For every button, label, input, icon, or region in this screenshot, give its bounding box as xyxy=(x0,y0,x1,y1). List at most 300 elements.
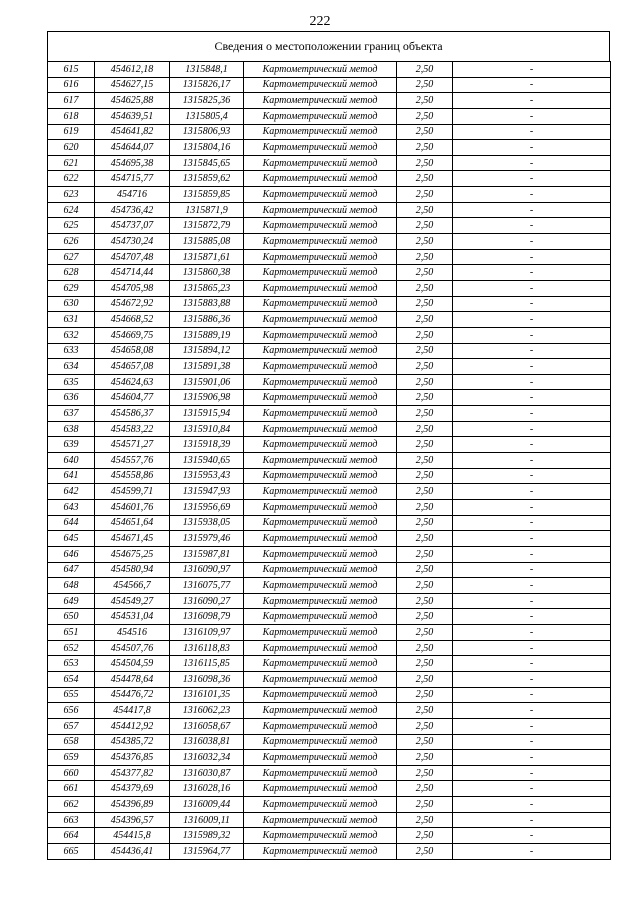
method-cell: Картометрический метод xyxy=(244,718,397,734)
point-number-cell: 663 xyxy=(48,812,95,828)
precision-cell: 2,50 xyxy=(397,453,453,469)
table-row xyxy=(48,62,611,78)
method-cell: Картометрический метод xyxy=(244,77,397,93)
y-coordinate-cell: 1315964,77 xyxy=(170,844,244,860)
point-number-cell: 617 xyxy=(48,93,95,109)
method-cell: Картометрический метод xyxy=(244,421,397,437)
y-coordinate-cell: 1316098,36 xyxy=(170,671,244,687)
point-number-cell: 641 xyxy=(48,468,95,484)
point-number-cell: 646 xyxy=(48,546,95,562)
description-cell: - xyxy=(453,578,611,594)
y-coordinate-cell: 1316009,44 xyxy=(170,797,244,813)
precision-cell: 2,50 xyxy=(397,62,453,78)
precision-cell: 2,50 xyxy=(397,640,453,656)
point-number-cell: 627 xyxy=(48,249,95,265)
table-row xyxy=(48,734,611,750)
point-number-cell: 628 xyxy=(48,265,95,281)
point-number-cell: 645 xyxy=(48,531,95,547)
method-cell: Картометрический метод xyxy=(244,155,397,171)
table-row xyxy=(48,108,611,124)
table-row xyxy=(48,343,611,359)
point-number-cell: 647 xyxy=(48,562,95,578)
precision-cell: 2,50 xyxy=(397,218,453,234)
x-coordinate-cell: 454639,51 xyxy=(95,108,170,124)
description-cell: - xyxy=(453,77,611,93)
point-number-cell: 630 xyxy=(48,296,95,312)
method-cell: Картометрический метод xyxy=(244,468,397,484)
precision-cell: 2,50 xyxy=(397,844,453,860)
point-number-cell: 661 xyxy=(48,781,95,797)
method-cell: Картометрический метод xyxy=(244,687,397,703)
precision-cell: 2,50 xyxy=(397,296,453,312)
x-coordinate-cell: 454668,52 xyxy=(95,312,170,328)
table-row xyxy=(48,687,611,703)
precision-cell: 2,50 xyxy=(397,312,453,328)
table-row xyxy=(48,484,611,500)
table-row xyxy=(48,359,611,375)
y-coordinate-cell: 1315979,46 xyxy=(170,531,244,547)
precision-cell: 2,50 xyxy=(397,390,453,406)
method-cell: Картометрический метод xyxy=(244,844,397,860)
precision-cell: 2,50 xyxy=(397,499,453,515)
precision-cell: 2,50 xyxy=(397,265,453,281)
table-row xyxy=(48,656,611,672)
precision-cell: 2,50 xyxy=(397,468,453,484)
precision-cell: 2,50 xyxy=(397,797,453,813)
y-coordinate-cell: 1315859,62 xyxy=(170,171,244,187)
point-number-cell: 618 xyxy=(48,108,95,124)
x-coordinate-cell: 454379,69 xyxy=(95,781,170,797)
method-cell: Картометрический метод xyxy=(244,625,397,641)
x-coordinate-cell: 454549,27 xyxy=(95,593,170,609)
method-cell: Картометрический метод xyxy=(244,562,397,578)
method-cell: Картометрический метод xyxy=(244,171,397,187)
point-number-cell: 629 xyxy=(48,280,95,296)
x-coordinate-cell: 454504,59 xyxy=(95,656,170,672)
description-cell: - xyxy=(453,656,611,672)
table-row xyxy=(48,327,611,343)
table-row xyxy=(48,703,611,719)
y-coordinate-cell: 1316032,34 xyxy=(170,750,244,766)
table-row xyxy=(48,578,611,594)
description-cell: - xyxy=(453,609,611,625)
method-cell: Картометрический метод xyxy=(244,280,397,296)
point-number-cell: 664 xyxy=(48,828,95,844)
description-cell: - xyxy=(453,421,611,437)
table-row xyxy=(48,390,611,406)
description-cell: - xyxy=(453,765,611,781)
table-row xyxy=(48,625,611,641)
precision-cell: 2,50 xyxy=(397,374,453,390)
point-number-cell: 638 xyxy=(48,421,95,437)
description-cell: - xyxy=(453,844,611,860)
description-cell: - xyxy=(453,812,611,828)
description-cell: - xyxy=(453,531,611,547)
description-cell: - xyxy=(453,437,611,453)
description-cell: - xyxy=(453,218,611,234)
x-coordinate-cell: 454385,72 xyxy=(95,734,170,750)
description-cell: - xyxy=(453,202,611,218)
description-cell: - xyxy=(453,265,611,281)
method-cell: Картометрический метод xyxy=(244,108,397,124)
table-row xyxy=(48,187,611,203)
point-number-cell: 657 xyxy=(48,718,95,734)
y-coordinate-cell: 1316009,11 xyxy=(170,812,244,828)
precision-cell: 2,50 xyxy=(397,578,453,594)
precision-cell: 2,50 xyxy=(397,93,453,109)
y-coordinate-cell: 1315910,84 xyxy=(170,421,244,437)
x-coordinate-cell: 454612,18 xyxy=(95,62,170,78)
table-row xyxy=(48,202,611,218)
precision-cell: 2,50 xyxy=(397,108,453,124)
table-row xyxy=(48,609,611,625)
x-coordinate-cell: 454586,37 xyxy=(95,406,170,422)
precision-cell: 2,50 xyxy=(397,124,453,140)
description-cell: - xyxy=(453,703,611,719)
y-coordinate-cell: 1315956,69 xyxy=(170,499,244,515)
table-row xyxy=(48,844,611,860)
method-cell: Картометрический метод xyxy=(244,578,397,594)
table-row xyxy=(48,640,611,656)
precision-cell: 2,50 xyxy=(397,812,453,828)
y-coordinate-cell: 1315845,65 xyxy=(170,155,244,171)
x-coordinate-cell: 454715,77 xyxy=(95,171,170,187)
point-number-cell: 625 xyxy=(48,218,95,234)
precision-cell: 2,50 xyxy=(397,609,453,625)
description-cell: - xyxy=(453,108,611,124)
y-coordinate-cell: 1316030,87 xyxy=(170,765,244,781)
precision-cell: 2,50 xyxy=(397,249,453,265)
point-number-cell: 639 xyxy=(48,437,95,453)
table-header: Сведения о местоположении границ объекта xyxy=(47,31,610,62)
method-cell: Картометрический метод xyxy=(244,437,397,453)
table-row xyxy=(48,812,611,828)
x-coordinate-cell: 454624,63 xyxy=(95,374,170,390)
y-coordinate-cell: 1315883,88 xyxy=(170,296,244,312)
description-cell: - xyxy=(453,312,611,328)
x-coordinate-cell: 454716 xyxy=(95,187,170,203)
point-number-cell: 635 xyxy=(48,374,95,390)
method-cell: Картометрический метод xyxy=(244,781,397,797)
y-coordinate-cell: 1315806,93 xyxy=(170,124,244,140)
precision-cell: 2,50 xyxy=(397,562,453,578)
method-cell: Картометрический метод xyxy=(244,62,397,78)
y-coordinate-cell: 1315918,39 xyxy=(170,437,244,453)
precision-cell: 2,50 xyxy=(397,546,453,562)
description-cell: - xyxy=(453,468,611,484)
point-number-cell: 654 xyxy=(48,671,95,687)
precision-cell: 2,50 xyxy=(397,280,453,296)
description-cell: - xyxy=(453,781,611,797)
point-number-cell: 631 xyxy=(48,312,95,328)
y-coordinate-cell: 1315804,16 xyxy=(170,140,244,156)
table-row xyxy=(48,546,611,562)
precision-cell: 2,50 xyxy=(397,687,453,703)
table-row xyxy=(48,374,611,390)
point-number-cell: 623 xyxy=(48,187,95,203)
x-coordinate-cell: 454478,64 xyxy=(95,671,170,687)
method-cell: Картометрический метод xyxy=(244,249,397,265)
table-row xyxy=(48,781,611,797)
point-number-cell: 644 xyxy=(48,515,95,531)
table-row xyxy=(48,515,611,531)
method-cell: Картометрический метод xyxy=(244,515,397,531)
table-row xyxy=(48,140,611,156)
table-row xyxy=(48,468,611,484)
point-number-cell: 660 xyxy=(48,765,95,781)
point-number-cell: 616 xyxy=(48,77,95,93)
y-coordinate-cell: 1315872,79 xyxy=(170,218,244,234)
x-coordinate-cell: 454657,08 xyxy=(95,359,170,375)
description-cell: - xyxy=(453,828,611,844)
description-cell: - xyxy=(453,249,611,265)
y-coordinate-cell: 1315901,06 xyxy=(170,374,244,390)
precision-cell: 2,50 xyxy=(397,625,453,641)
table-row xyxy=(48,280,611,296)
method-cell: Картометрический метод xyxy=(244,484,397,500)
precision-cell: 2,50 xyxy=(397,765,453,781)
x-coordinate-cell: 454644,07 xyxy=(95,140,170,156)
description-cell: - xyxy=(453,499,611,515)
y-coordinate-cell: 1315894,12 xyxy=(170,343,244,359)
method-cell: Картометрический метод xyxy=(244,359,397,375)
table-row xyxy=(48,750,611,766)
method-cell: Картометрический метод xyxy=(244,296,397,312)
table-row xyxy=(48,93,611,109)
description-cell: - xyxy=(453,640,611,656)
method-cell: Картометрический метод xyxy=(244,390,397,406)
point-number-cell: 656 xyxy=(48,703,95,719)
method-cell: Картометрический метод xyxy=(244,265,397,281)
point-number-cell: 640 xyxy=(48,453,95,469)
x-coordinate-cell: 454599,71 xyxy=(95,484,170,500)
x-coordinate-cell: 454672,92 xyxy=(95,296,170,312)
x-coordinate-cell: 454516 xyxy=(95,625,170,641)
y-coordinate-cell: 1315889,19 xyxy=(170,327,244,343)
y-coordinate-cell: 1315805,4 xyxy=(170,108,244,124)
precision-cell: 2,50 xyxy=(397,718,453,734)
description-cell: - xyxy=(453,62,611,78)
description-cell: - xyxy=(453,187,611,203)
x-coordinate-cell: 454669,75 xyxy=(95,327,170,343)
method-cell: Картометрический метод xyxy=(244,531,397,547)
method-cell: Картометрический метод xyxy=(244,640,397,656)
point-number-cell: 662 xyxy=(48,797,95,813)
precision-cell: 2,50 xyxy=(397,734,453,750)
x-coordinate-cell: 454377,82 xyxy=(95,765,170,781)
method-cell: Картометрический метод xyxy=(244,609,397,625)
page-number: 222 xyxy=(309,14,331,29)
point-number-cell: 650 xyxy=(48,609,95,625)
x-coordinate-cell: 454671,45 xyxy=(95,531,170,547)
y-coordinate-cell: 1315938,05 xyxy=(170,515,244,531)
table-row xyxy=(48,124,611,140)
table-row xyxy=(48,718,611,734)
method-cell: Картометрический метод xyxy=(244,828,397,844)
y-coordinate-cell: 1316062,23 xyxy=(170,703,244,719)
description-cell: - xyxy=(453,140,611,156)
point-number-cell: 622 xyxy=(48,171,95,187)
x-coordinate-cell: 454558,86 xyxy=(95,468,170,484)
x-coordinate-cell: 454436,41 xyxy=(95,844,170,860)
y-coordinate-cell: 1315825,36 xyxy=(170,93,244,109)
precision-cell: 2,50 xyxy=(397,77,453,93)
precision-cell: 2,50 xyxy=(397,327,453,343)
method-cell: Картометрический метод xyxy=(244,750,397,766)
point-number-cell: 655 xyxy=(48,687,95,703)
y-coordinate-cell: 1315886,36 xyxy=(170,312,244,328)
table-row xyxy=(48,249,611,265)
description-cell: - xyxy=(453,671,611,687)
table-row xyxy=(48,421,611,437)
y-coordinate-cell: 1316115,85 xyxy=(170,656,244,672)
y-coordinate-cell: 1315865,23 xyxy=(170,280,244,296)
description-cell: - xyxy=(453,280,611,296)
x-coordinate-cell: 454396,57 xyxy=(95,812,170,828)
table-body xyxy=(48,62,611,860)
method-cell: Картометрический метод xyxy=(244,202,397,218)
boundary-table-frame xyxy=(47,31,610,860)
precision-cell: 2,50 xyxy=(397,171,453,187)
y-coordinate-cell: 1315860,38 xyxy=(170,265,244,281)
method-cell: Картометрический метод xyxy=(244,93,397,109)
description-cell: - xyxy=(453,750,611,766)
precision-cell: 2,50 xyxy=(397,234,453,250)
description-cell: - xyxy=(453,359,611,375)
description-cell: - xyxy=(453,734,611,750)
method-cell: Картометрический метод xyxy=(244,124,397,140)
y-coordinate-cell: 1315826,17 xyxy=(170,77,244,93)
table-row xyxy=(48,453,611,469)
point-number-cell: 621 xyxy=(48,155,95,171)
y-coordinate-cell: 1315871,9 xyxy=(170,202,244,218)
x-coordinate-cell: 454625,88 xyxy=(95,93,170,109)
x-coordinate-cell: 454601,76 xyxy=(95,499,170,515)
point-number-cell: 648 xyxy=(48,578,95,594)
method-cell: Картометрический метод xyxy=(244,187,397,203)
table-row xyxy=(48,406,611,422)
method-cell: Картометрический метод xyxy=(244,593,397,609)
point-number-cell: 634 xyxy=(48,359,95,375)
precision-cell: 2,50 xyxy=(397,484,453,500)
y-coordinate-cell: 1316038,81 xyxy=(170,734,244,750)
point-number-cell: 636 xyxy=(48,390,95,406)
point-number-cell: 652 xyxy=(48,640,95,656)
method-cell: Картометрический метод xyxy=(244,656,397,672)
table-row xyxy=(48,499,611,515)
x-coordinate-cell: 454476,72 xyxy=(95,687,170,703)
precision-cell: 2,50 xyxy=(397,140,453,156)
point-number-cell: 643 xyxy=(48,499,95,515)
description-cell: - xyxy=(453,562,611,578)
point-number-cell: 633 xyxy=(48,343,95,359)
precision-cell: 2,50 xyxy=(397,593,453,609)
point-number-cell: 632 xyxy=(48,327,95,343)
precision-cell: 2,50 xyxy=(397,343,453,359)
point-number-cell: 665 xyxy=(48,844,95,860)
y-coordinate-cell: 1315915,94 xyxy=(170,406,244,422)
table-row xyxy=(48,155,611,171)
x-coordinate-cell: 454737,07 xyxy=(95,218,170,234)
precision-cell: 2,50 xyxy=(397,187,453,203)
x-coordinate-cell: 454507,76 xyxy=(95,640,170,656)
description-cell: - xyxy=(453,155,611,171)
description-cell: - xyxy=(453,124,611,140)
x-coordinate-cell: 454396,89 xyxy=(95,797,170,813)
precision-cell: 2,50 xyxy=(397,531,453,547)
y-coordinate-cell: 1315885,08 xyxy=(170,234,244,250)
method-cell: Картометрический метод xyxy=(244,312,397,328)
description-cell: - xyxy=(453,515,611,531)
x-coordinate-cell: 454583,22 xyxy=(95,421,170,437)
table-row xyxy=(48,312,611,328)
x-coordinate-cell: 454566,7 xyxy=(95,578,170,594)
x-coordinate-cell: 454641,82 xyxy=(95,124,170,140)
method-cell: Картометрический метод xyxy=(244,374,397,390)
y-coordinate-cell: 1315848,1 xyxy=(170,62,244,78)
table-row xyxy=(48,437,611,453)
precision-cell: 2,50 xyxy=(397,781,453,797)
method-cell: Картометрический метод xyxy=(244,453,397,469)
method-cell: Картометрический метод xyxy=(244,546,397,562)
description-cell: - xyxy=(453,296,611,312)
precision-cell: 2,50 xyxy=(397,750,453,766)
table-row xyxy=(48,234,611,250)
y-coordinate-cell: 1315871,61 xyxy=(170,249,244,265)
y-coordinate-cell: 1315906,98 xyxy=(170,390,244,406)
point-number-cell: 626 xyxy=(48,234,95,250)
point-number-cell: 649 xyxy=(48,593,95,609)
method-cell: Картометрический метод xyxy=(244,671,397,687)
y-coordinate-cell: 1316090,97 xyxy=(170,562,244,578)
y-coordinate-cell: 1315987,81 xyxy=(170,546,244,562)
table-row xyxy=(48,77,611,93)
point-number-cell: 619 xyxy=(48,124,95,140)
y-coordinate-cell: 1316098,79 xyxy=(170,609,244,625)
method-cell: Картометрический метод xyxy=(244,765,397,781)
precision-cell: 2,50 xyxy=(397,421,453,437)
description-cell: - xyxy=(453,453,611,469)
y-coordinate-cell: 1315940,65 xyxy=(170,453,244,469)
method-cell: Картометрический метод xyxy=(244,234,397,250)
table-row xyxy=(48,171,611,187)
method-cell: Картометрический метод xyxy=(244,797,397,813)
x-coordinate-cell: 454417,8 xyxy=(95,703,170,719)
y-coordinate-cell: 1316090,27 xyxy=(170,593,244,609)
method-cell: Картометрический метод xyxy=(244,140,397,156)
method-cell: Картометрический метод xyxy=(244,327,397,343)
method-cell: Картометрический метод xyxy=(244,218,397,234)
x-coordinate-cell: 454736,42 xyxy=(95,202,170,218)
y-coordinate-cell: 1316028,16 xyxy=(170,781,244,797)
precision-cell: 2,50 xyxy=(397,359,453,375)
precision-cell: 2,50 xyxy=(397,671,453,687)
point-number-cell: 653 xyxy=(48,656,95,672)
method-cell: Картометрический метод xyxy=(244,812,397,828)
x-coordinate-cell: 454627,15 xyxy=(95,77,170,93)
y-coordinate-cell: 1315859,85 xyxy=(170,187,244,203)
point-number-cell: 624 xyxy=(48,202,95,218)
description-cell: - xyxy=(453,343,611,359)
table-row xyxy=(48,593,611,609)
point-number-cell: 637 xyxy=(48,406,95,422)
description-cell: - xyxy=(453,93,611,109)
precision-cell: 2,50 xyxy=(397,202,453,218)
x-coordinate-cell: 454571,27 xyxy=(95,437,170,453)
description-cell: - xyxy=(453,327,611,343)
x-coordinate-cell: 454658,08 xyxy=(95,343,170,359)
y-coordinate-cell: 1316118,83 xyxy=(170,640,244,656)
